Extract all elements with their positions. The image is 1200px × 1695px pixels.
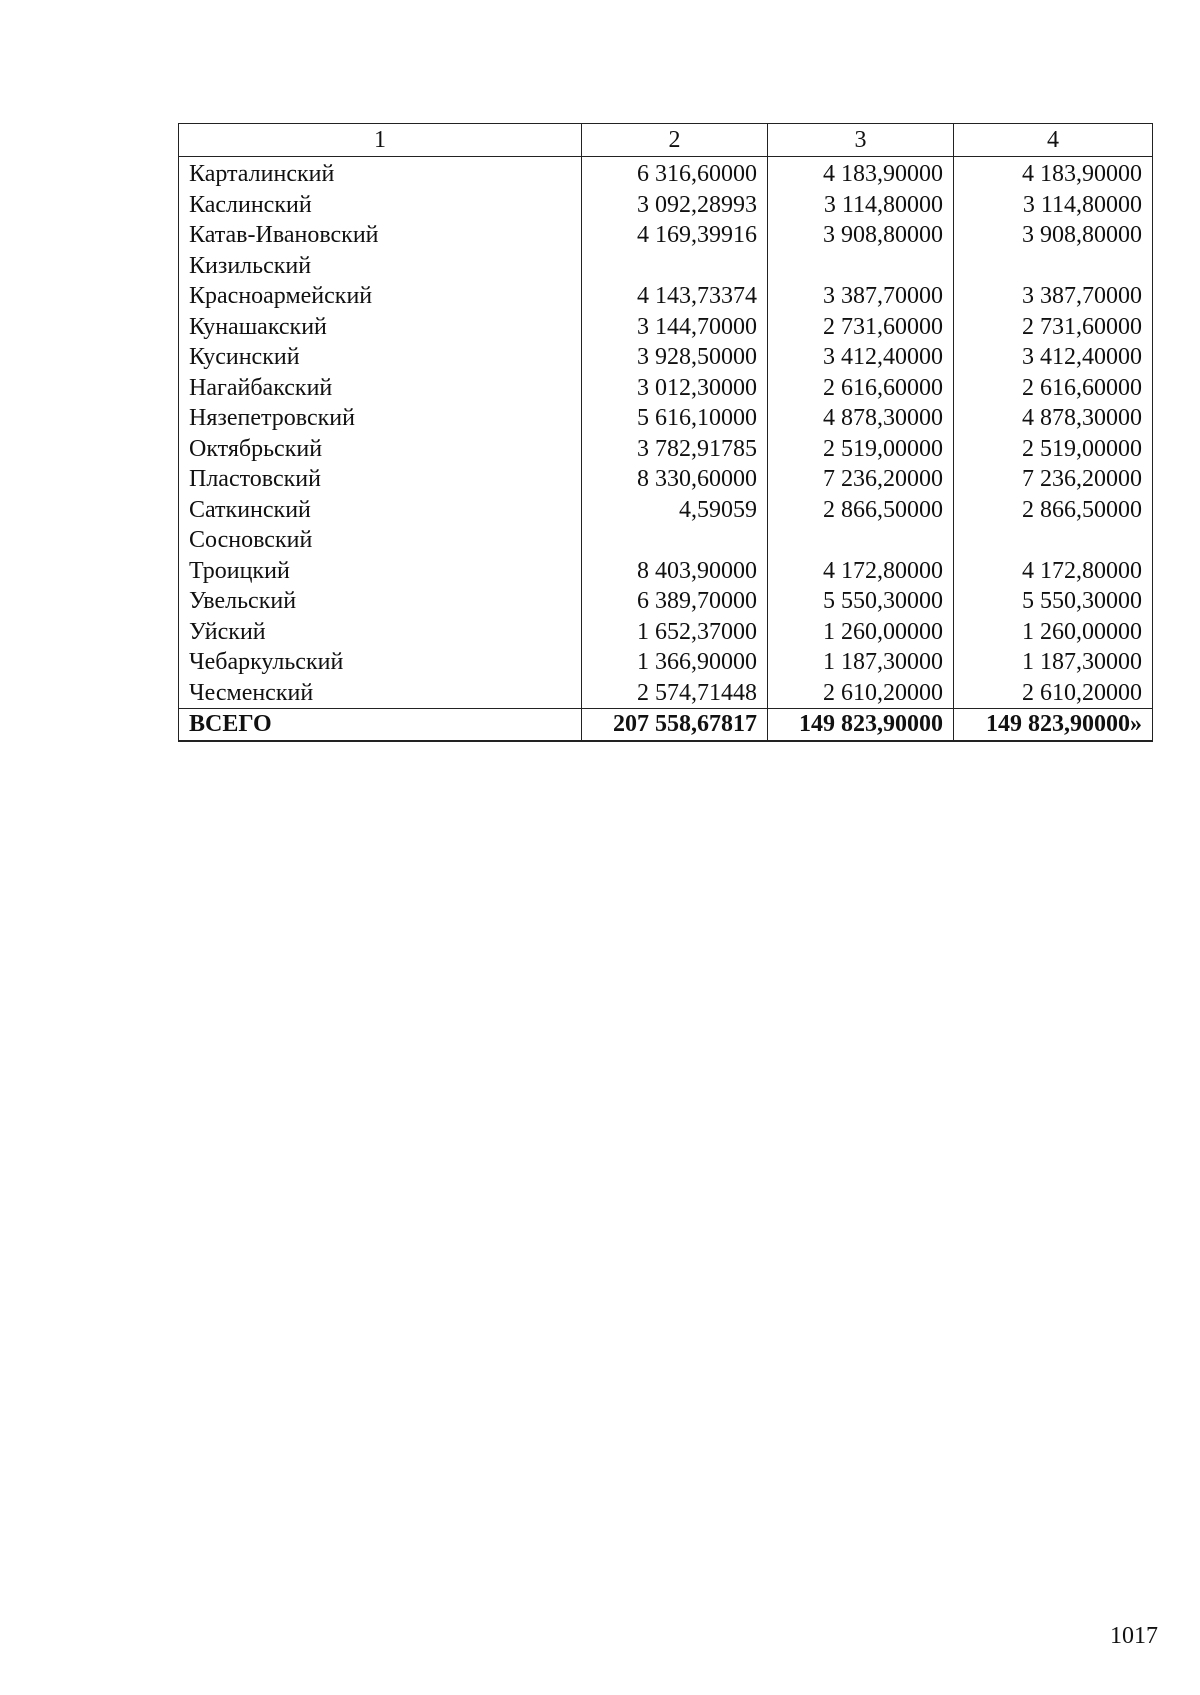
column-4-value-cell: 4 878,30000 xyxy=(954,403,1153,434)
column-2-value-cell: 4,59059 xyxy=(582,495,768,526)
column-4-value-cell: 4 183,90000 xyxy=(954,157,1153,190)
column-4-value-cell: 1 187,30000 xyxy=(954,647,1153,678)
column-4-value-cell: 3 114,80000 xyxy=(954,190,1153,221)
table-row xyxy=(179,525,1153,556)
table-row xyxy=(179,373,1153,404)
column-2-value-cell: 3 012,30000 xyxy=(582,373,768,404)
district-name-cell: Чесменский xyxy=(179,678,582,709)
column-4-value-cell: 2 866,50000 xyxy=(954,495,1153,526)
column-4-value-cell: 2 610,20000 xyxy=(954,678,1153,709)
table-row xyxy=(179,281,1153,312)
column-4-value-cell: 3 412,40000 xyxy=(954,342,1153,373)
column-4-value-cell: 5 550,30000 xyxy=(954,586,1153,617)
table-row xyxy=(179,464,1153,495)
column-3-value-cell: 4 878,30000 xyxy=(768,403,954,434)
district-name-cell: Каслинский xyxy=(179,190,582,221)
column-3-value-cell xyxy=(768,251,954,282)
column-2-value-cell: 2 574,71448 xyxy=(582,678,768,709)
column-3-value-cell xyxy=(768,525,954,556)
district-name-cell: Сосновский xyxy=(179,525,582,556)
column-header-4: 4 xyxy=(954,124,1153,157)
table-row xyxy=(179,251,1153,282)
column-4-value-cell xyxy=(954,251,1153,282)
column-3-value-cell: 5 550,30000 xyxy=(768,586,954,617)
table-row xyxy=(179,342,1153,373)
column-3-value-cell: 3 387,70000 xyxy=(768,281,954,312)
total-label: ВСЕГО xyxy=(179,709,582,741)
column-4-value-cell: 7 236,20000 xyxy=(954,464,1153,495)
district-name-cell: Кусинский xyxy=(179,342,582,373)
district-name-cell: Катав-Ивановский xyxy=(179,220,582,251)
column-3-value-cell: 2 731,60000 xyxy=(768,312,954,343)
table-row xyxy=(179,556,1153,587)
column-2-value-cell: 8 403,90000 xyxy=(582,556,768,587)
table-body xyxy=(179,157,1153,709)
column-3-value-cell: 2 616,60000 xyxy=(768,373,954,404)
total-cell: 149 823,90000 xyxy=(768,709,954,741)
column-2-value-cell: 3 928,50000 xyxy=(582,342,768,373)
column-2-value-cell: 6 316,60000 xyxy=(582,157,768,190)
column-header-1: 1 xyxy=(179,124,582,157)
page-number: 1017 xyxy=(1110,1623,1158,1649)
column-3-value-cell: 2 866,50000 xyxy=(768,495,954,526)
table-header-row xyxy=(179,124,1153,157)
budget-table-container xyxy=(178,123,1152,742)
district-name-cell: Кизильский xyxy=(179,251,582,282)
column-4-value-cell xyxy=(954,525,1153,556)
column-3-value-cell: 7 236,20000 xyxy=(768,464,954,495)
column-4-value-cell: 3 908,80000 xyxy=(954,220,1153,251)
table-row xyxy=(179,434,1153,465)
column-2-value-cell: 6 389,70000 xyxy=(582,586,768,617)
district-name-cell: Увельский xyxy=(179,586,582,617)
column-4-value-cell: 2 519,00000 xyxy=(954,434,1153,465)
table-row xyxy=(179,617,1153,648)
column-3-value-cell: 2 610,20000 xyxy=(768,678,954,709)
column-2-value-cell: 4 143,73374 xyxy=(582,281,768,312)
district-name-cell: Карталинский xyxy=(179,157,582,190)
column-header-3: 3 xyxy=(768,124,954,157)
column-4-value-cell: 3 387,70000 xyxy=(954,281,1153,312)
column-3-value-cell: 2 519,00000 xyxy=(768,434,954,465)
total-cell: 207 558,67817 xyxy=(582,709,768,741)
table-row xyxy=(179,678,1153,709)
column-header-2: 2 xyxy=(582,124,768,157)
total-cell: 149 823,90000» xyxy=(954,709,1153,741)
table-row xyxy=(179,190,1153,221)
column-2-value-cell xyxy=(582,251,768,282)
district-name-cell: Нязепетровский xyxy=(179,403,582,434)
district-name-cell: Уйский xyxy=(179,617,582,648)
column-2-value-cell: 8 330,60000 xyxy=(582,464,768,495)
district-name-cell: Саткинский xyxy=(179,495,582,526)
column-2-value-cell: 3 144,70000 xyxy=(582,312,768,343)
column-2-value-cell: 5 616,10000 xyxy=(582,403,768,434)
column-2-value-cell: 1 652,37000 xyxy=(582,617,768,648)
column-4-value-cell: 1 260,00000 xyxy=(954,617,1153,648)
district-name-cell: Чебаркульский xyxy=(179,647,582,678)
district-name-cell: Октябрьский xyxy=(179,434,582,465)
district-name-cell: Нагайбакский xyxy=(179,373,582,404)
district-name-cell: Троицкий xyxy=(179,556,582,587)
column-3-value-cell: 3 412,40000 xyxy=(768,342,954,373)
column-4-value-cell: 2 616,60000 xyxy=(954,373,1153,404)
table-row xyxy=(179,312,1153,343)
table-row xyxy=(179,403,1153,434)
table-row xyxy=(179,586,1153,617)
column-3-value-cell: 4 172,80000 xyxy=(768,556,954,587)
column-4-value-cell: 4 172,80000 xyxy=(954,556,1153,587)
district-name-cell: Кунашакский xyxy=(179,312,582,343)
table-row xyxy=(179,495,1153,526)
district-name-cell: Пластовский xyxy=(179,464,582,495)
column-2-value-cell: 3 782,91785 xyxy=(582,434,768,465)
table-row xyxy=(179,220,1153,251)
column-2-value-cell: 3 092,28993 xyxy=(582,190,768,221)
table-row xyxy=(179,157,1153,190)
district-name-cell: Красноармейский xyxy=(179,281,582,312)
column-3-value-cell: 3 908,80000 xyxy=(768,220,954,251)
column-3-value-cell: 4 183,90000 xyxy=(768,157,954,190)
column-3-value-cell: 3 114,80000 xyxy=(768,190,954,221)
column-3-value-cell: 1 187,30000 xyxy=(768,647,954,678)
column-3-value-cell: 1 260,00000 xyxy=(768,617,954,648)
table-total-row xyxy=(179,709,1153,741)
column-2-value-cell: 1 366,90000 xyxy=(582,647,768,678)
column-2-value-cell: 4 169,39916 xyxy=(582,220,768,251)
column-4-value-cell: 2 731,60000 xyxy=(954,312,1153,343)
table-row xyxy=(179,647,1153,678)
column-2-value-cell xyxy=(582,525,768,556)
budget-table xyxy=(178,123,1153,742)
